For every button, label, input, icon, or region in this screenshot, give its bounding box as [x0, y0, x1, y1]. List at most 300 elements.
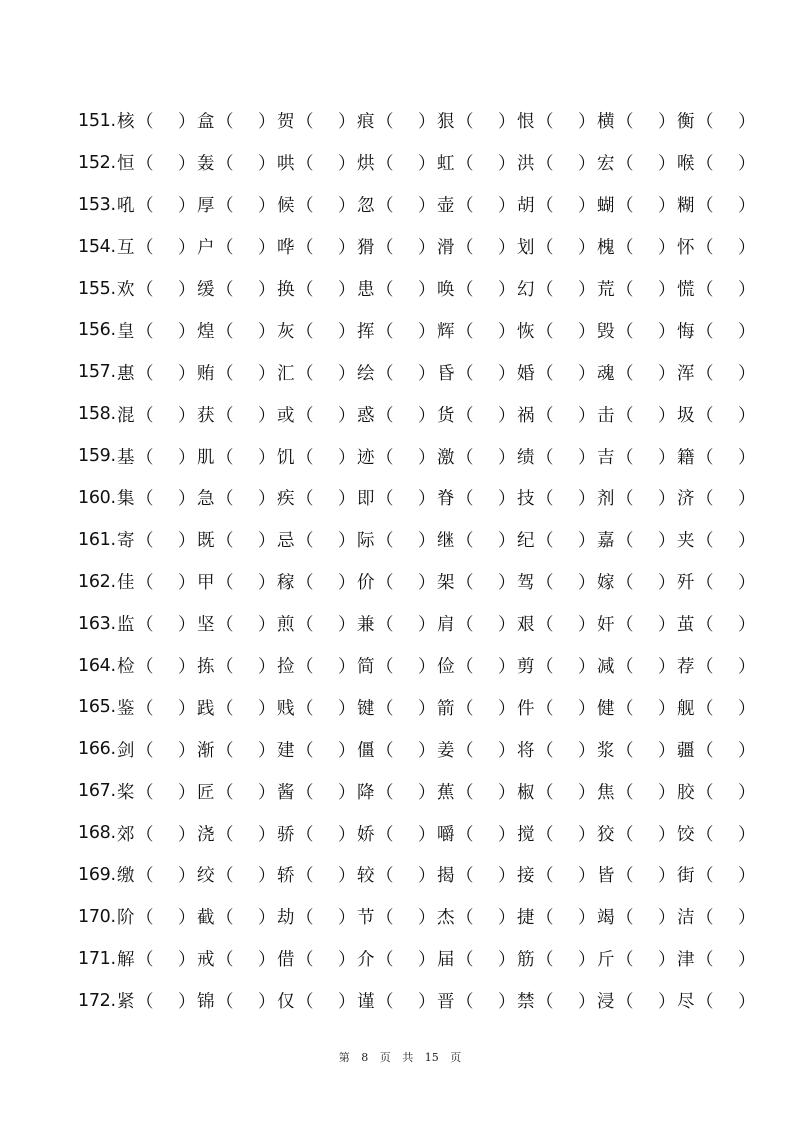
char-item	[436, 444, 516, 469]
char-item	[516, 821, 596, 846]
character: 悔	[677, 321, 695, 342]
char-item	[516, 527, 596, 552]
blank-close-paren: ）	[578, 112, 596, 133]
character: 慌	[677, 280, 695, 300]
char-item	[356, 904, 436, 929]
blank-open-paren: （	[376, 950, 394, 971]
blank-close-paren: ）	[418, 280, 436, 300]
blank-close-paren: ）	[658, 280, 676, 300]
char-item	[516, 234, 596, 259]
character: 既	[197, 531, 215, 552]
blank-open-paren: （	[456, 489, 474, 510]
blank-open-paren: （	[696, 657, 714, 678]
blank-close-paren: ）	[738, 489, 756, 510]
blank-close-paren: ）	[178, 908, 196, 929]
blank-open-paren: （	[536, 447, 554, 468]
exercise-row	[78, 184, 756, 226]
char-item	[116, 150, 196, 175]
char-item	[676, 444, 756, 469]
character: 饺	[677, 824, 695, 845]
blank-close-paren: ）	[418, 657, 436, 678]
blank-open-paren: （	[456, 908, 474, 929]
char-item	[596, 904, 676, 929]
blank-close-paren: ）	[178, 866, 196, 887]
blank-close-paren: ）	[658, 992, 676, 1013]
blank-close-paren: ）	[498, 154, 516, 175]
char-item	[676, 485, 756, 510]
blank-close-paren: ）	[498, 992, 516, 1013]
blank-close-paren: ）	[418, 112, 436, 133]
blank-open-paren: （	[136, 740, 154, 761]
character: 架	[437, 573, 455, 594]
blank-close-paren: ）	[178, 489, 196, 510]
char-item	[596, 360, 676, 385]
blank-open-paren: （	[616, 950, 634, 971]
char-item	[596, 150, 676, 175]
character: 夹	[677, 531, 695, 552]
blank-close-paren: ）	[498, 615, 516, 636]
blank-close-paren: ）	[338, 363, 356, 384]
character: 核	[117, 112, 135, 133]
blank-open-paren: （	[216, 154, 234, 175]
character: 降	[357, 782, 375, 803]
char-item	[116, 318, 196, 343]
character: 建	[277, 740, 295, 761]
row-number: 159.	[78, 446, 116, 467]
character: 茧	[677, 615, 695, 636]
blank-close-paren: ）	[338, 489, 356, 510]
blank-close-paren: ）	[658, 363, 676, 384]
blank-close-paren: ）	[338, 950, 356, 971]
blank-close-paren: ）	[738, 321, 756, 342]
char-item	[276, 108, 356, 133]
exercise-row	[78, 938, 756, 980]
character: 混	[117, 405, 135, 426]
blank-open-paren: （	[136, 363, 154, 384]
row-number: 162.	[78, 571, 116, 592]
char-item	[276, 821, 356, 846]
blank-close-paren: ）	[258, 992, 276, 1013]
char-item	[596, 653, 676, 678]
char-item	[596, 318, 676, 343]
footer-prefix: 第	[338, 1051, 350, 1064]
blank-open-paren: （	[376, 531, 394, 552]
char-item	[436, 276, 516, 301]
char-item	[436, 108, 516, 133]
blank-open-paren: （	[696, 405, 714, 426]
blank-close-paren: ）	[658, 238, 676, 259]
exercise-row	[78, 645, 756, 687]
blank-close-paren: ）	[178, 363, 196, 384]
character: 恨	[517, 112, 535, 133]
blank-close-paren: ）	[418, 866, 436, 887]
char-item	[196, 402, 276, 427]
blank-open-paren: （	[376, 782, 394, 803]
character: 绞	[197, 866, 215, 887]
character: 饥	[277, 447, 295, 468]
character: 缴	[117, 866, 135, 887]
char-item	[276, 485, 356, 510]
blank-close-paren: ）	[578, 740, 596, 761]
blank-open-paren: （	[616, 908, 634, 929]
character: 贿	[197, 363, 215, 384]
character: 解	[117, 950, 135, 971]
blank-close-paren: ）	[178, 447, 196, 468]
character: 截	[197, 908, 215, 929]
row-number: 155.	[78, 278, 116, 299]
blank-open-paren: （	[296, 531, 314, 552]
character: 际	[357, 531, 375, 552]
character: 疆	[677, 740, 695, 761]
blank-open-paren: （	[216, 615, 234, 636]
blank-close-paren: ）	[658, 782, 676, 803]
blank-open-paren: （	[216, 698, 234, 719]
char-item	[196, 779, 276, 804]
blank-close-paren: ）	[338, 866, 356, 887]
blank-open-paren: （	[216, 112, 234, 133]
char-item	[356, 444, 436, 469]
blank-close-paren: ）	[258, 531, 276, 552]
blank-open-paren: （	[696, 908, 714, 929]
char-item	[356, 988, 436, 1013]
blank-close-paren: ）	[338, 238, 356, 259]
blank-close-paren: ）	[738, 698, 756, 719]
character: 轰	[197, 154, 215, 175]
blank-open-paren: （	[696, 489, 714, 510]
blank-close-paren: ）	[258, 321, 276, 342]
blank-open-paren: （	[296, 615, 314, 636]
character: 贺	[277, 112, 295, 133]
char-item	[116, 988, 196, 1013]
char-item	[116, 821, 196, 846]
blank-close-paren: ）	[578, 196, 596, 217]
char-item	[116, 946, 196, 971]
exercise-row	[78, 268, 756, 310]
char-item	[276, 402, 356, 427]
blank-close-paren: ）	[338, 196, 356, 217]
blank-open-paren: （	[136, 280, 154, 300]
character: 毁	[597, 321, 615, 342]
character: 即	[357, 489, 375, 510]
char-item	[196, 527, 276, 552]
blank-open-paren: （	[216, 740, 234, 761]
blank-open-paren: （	[216, 447, 234, 468]
char-item	[516, 988, 596, 1013]
blank-close-paren: ）	[178, 615, 196, 636]
blank-open-paren: （	[616, 196, 634, 217]
character: 尽	[677, 992, 695, 1013]
blank-open-paren: （	[536, 615, 554, 636]
character: 嫁	[597, 573, 615, 594]
blank-open-paren: （	[696, 531, 714, 552]
character: 接	[517, 866, 535, 887]
blank-close-paren: ）	[258, 908, 276, 929]
char-item	[276, 988, 356, 1013]
char-item	[276, 653, 356, 678]
blank-close-paren: ）	[418, 908, 436, 929]
character: 艰	[517, 615, 535, 636]
character: 渐	[197, 740, 215, 761]
char-item	[516, 779, 596, 804]
blank-open-paren: （	[296, 740, 314, 761]
blank-open-paren: （	[216, 573, 234, 594]
char-item	[436, 779, 516, 804]
exercise-row	[78, 393, 756, 435]
character: 匠	[197, 782, 215, 803]
char-item	[356, 402, 436, 427]
character: 绩	[517, 447, 535, 468]
blank-open-paren: （	[536, 321, 554, 342]
char-item	[356, 150, 436, 175]
character: 箭	[437, 698, 455, 719]
char-item	[196, 234, 276, 259]
char-item	[436, 569, 516, 594]
character: 昏	[437, 363, 455, 384]
char-item	[116, 779, 196, 804]
row-number: 168.	[78, 823, 116, 844]
char-item	[596, 276, 676, 301]
char-item	[676, 862, 756, 887]
character: 奸	[597, 615, 615, 636]
blank-open-paren: （	[376, 698, 394, 719]
blank-close-paren: ）	[658, 615, 676, 636]
blank-close-paren: ）	[578, 321, 596, 342]
blank-open-paren: （	[696, 154, 714, 175]
blank-close-paren: ）	[338, 112, 356, 133]
blank-close-paren: ）	[658, 196, 676, 217]
exercise-row	[78, 854, 756, 896]
char-item	[516, 904, 596, 929]
char-item	[276, 150, 356, 175]
blank-open-paren: （	[616, 154, 634, 175]
blank-open-paren: （	[536, 531, 554, 552]
blank-close-paren: ）	[738, 573, 756, 594]
blank-open-paren: （	[616, 321, 634, 342]
char-item	[436, 988, 516, 1013]
blank-open-paren: （	[296, 573, 314, 594]
character: 迹	[357, 447, 375, 468]
character: 酱	[277, 782, 295, 803]
char-item	[196, 611, 276, 636]
char-item	[436, 360, 516, 385]
blank-close-paren: ）	[178, 280, 196, 300]
row-number: 164.	[78, 655, 116, 676]
char-item	[516, 611, 596, 636]
blank-close-paren: ）	[498, 405, 516, 426]
char-item	[356, 569, 436, 594]
blank-open-paren: （	[296, 824, 314, 845]
character: 简	[357, 657, 375, 678]
character: 稼	[277, 573, 295, 594]
character: 皆	[597, 866, 615, 887]
blank-close-paren: ）	[738, 824, 756, 845]
blank-close-paren: ）	[418, 363, 436, 384]
char-item	[516, 402, 596, 427]
blank-close-paren: ）	[658, 154, 676, 175]
character: 痕	[357, 112, 375, 133]
char-item	[596, 444, 676, 469]
character: 急	[197, 489, 215, 510]
blank-close-paren: ）	[418, 740, 436, 761]
blank-open-paren: （	[456, 698, 474, 719]
blank-close-paren: ）	[258, 657, 276, 678]
blank-close-paren: ）	[658, 447, 676, 468]
character: 街	[677, 866, 695, 887]
blank-close-paren: ）	[658, 698, 676, 719]
character: 甲	[197, 573, 215, 594]
blank-close-paren: ）	[578, 950, 596, 971]
character: 洪	[517, 154, 535, 175]
character: 津	[677, 950, 695, 971]
char-item	[516, 485, 596, 510]
char-item	[196, 988, 276, 1013]
character: 俭	[437, 657, 455, 678]
blank-open-paren: （	[376, 824, 394, 845]
character: 济	[677, 489, 695, 510]
char-item	[196, 653, 276, 678]
blank-close-paren: ）	[738, 531, 756, 552]
char-item	[276, 695, 356, 720]
blank-open-paren: （	[536, 866, 554, 887]
char-item	[676, 653, 756, 678]
char-item	[516, 569, 596, 594]
row-number: 152.	[78, 152, 116, 173]
blank-open-paren: （	[296, 196, 314, 217]
blank-open-paren: （	[616, 698, 634, 719]
char-item	[116, 695, 196, 720]
blank-close-paren: ）	[258, 698, 276, 719]
character: 击	[597, 405, 615, 426]
char-item	[676, 569, 756, 594]
char-item	[356, 821, 436, 846]
char-item	[276, 737, 356, 762]
character: 灰	[277, 321, 295, 342]
character: 烘	[357, 154, 375, 175]
blank-open-paren: （	[536, 950, 554, 971]
blank-close-paren: ）	[178, 154, 196, 175]
blank-open-paren: （	[376, 866, 394, 887]
char-item	[356, 360, 436, 385]
blank-close-paren: ）	[178, 657, 196, 678]
row-number: 151.	[78, 110, 116, 131]
blank-open-paren: （	[296, 321, 314, 342]
blank-close-paren: ）	[418, 824, 436, 845]
blank-close-paren: ）	[498, 573, 516, 594]
blank-close-paren: ）	[258, 740, 276, 761]
char-item	[196, 318, 276, 343]
blank-open-paren: （	[136, 824, 154, 845]
character: 荐	[677, 657, 695, 678]
row-number: 156.	[78, 320, 116, 341]
char-item	[276, 444, 356, 469]
blank-open-paren: （	[696, 321, 714, 342]
blank-close-paren: ）	[578, 782, 596, 803]
character: 坚	[197, 615, 215, 636]
blank-close-paren: ）	[418, 196, 436, 217]
row-number: 158.	[78, 404, 116, 425]
char-item	[276, 318, 356, 343]
blank-open-paren: （	[216, 405, 234, 426]
blank-open-paren: （	[296, 657, 314, 678]
blank-close-paren: ）	[258, 782, 276, 803]
blank-close-paren: ）	[738, 447, 756, 468]
character: 晋	[437, 992, 455, 1013]
blank-close-paren: ）	[338, 615, 356, 636]
char-item	[436, 527, 516, 552]
char-item	[516, 192, 596, 217]
blank-open-paren: （	[616, 615, 634, 636]
char-item	[116, 192, 196, 217]
blank-open-paren: （	[456, 824, 474, 845]
char-item	[676, 108, 756, 133]
character: 候	[277, 196, 295, 217]
blank-close-paren: ）	[498, 363, 516, 384]
char-item	[436, 653, 516, 678]
character: 借	[277, 950, 295, 971]
blank-close-paren: ）	[178, 782, 196, 803]
char-item	[276, 611, 356, 636]
char-item	[676, 150, 756, 175]
blank-open-paren: （	[296, 950, 314, 971]
blank-close-paren: ）	[498, 321, 516, 342]
char-item	[436, 485, 516, 510]
character: 筋	[517, 950, 535, 971]
blank-close-paren: ）	[578, 908, 596, 929]
character: 纪	[517, 531, 535, 552]
blank-close-paren: ）	[498, 740, 516, 761]
char-item	[196, 569, 276, 594]
blank-open-paren: （	[536, 782, 554, 803]
blank-close-paren: ）	[578, 992, 596, 1013]
char-item	[196, 737, 276, 762]
blank-open-paren: （	[616, 657, 634, 678]
character: 挥	[357, 321, 375, 342]
character: 脊	[437, 489, 455, 510]
blank-close-paren: ）	[338, 824, 356, 845]
character: 骄	[277, 824, 295, 845]
blank-close-paren: ）	[738, 154, 756, 175]
blank-open-paren: （	[616, 740, 634, 761]
blank-close-paren: ）	[258, 280, 276, 300]
row-number: 154.	[78, 236, 116, 257]
char-item	[596, 485, 676, 510]
exercise-row	[78, 686, 756, 728]
char-item	[276, 569, 356, 594]
blank-open-paren: （	[216, 531, 234, 552]
character: 肩	[437, 615, 455, 636]
blank-open-paren: （	[376, 238, 394, 259]
character: 欢	[117, 280, 135, 300]
char-item	[116, 737, 196, 762]
blank-open-paren: （	[136, 866, 154, 887]
char-item	[356, 779, 436, 804]
character: 换	[277, 280, 295, 300]
blank-open-paren: （	[696, 280, 714, 300]
exercise-row	[78, 728, 756, 770]
character: 斤	[597, 950, 615, 971]
blank-close-paren: ）	[178, 992, 196, 1013]
blank-close-paren: ）	[738, 238, 756, 259]
footer-suffix: 页	[450, 1051, 462, 1064]
character: 郊	[117, 824, 135, 845]
character: 货	[437, 405, 455, 426]
blank-open-paren: （	[136, 531, 154, 552]
blank-close-paren: ）	[418, 782, 436, 803]
character: 忌	[277, 531, 295, 552]
blank-open-paren: （	[536, 154, 554, 175]
character: 件	[517, 698, 535, 719]
exercise-row	[78, 980, 756, 1022]
